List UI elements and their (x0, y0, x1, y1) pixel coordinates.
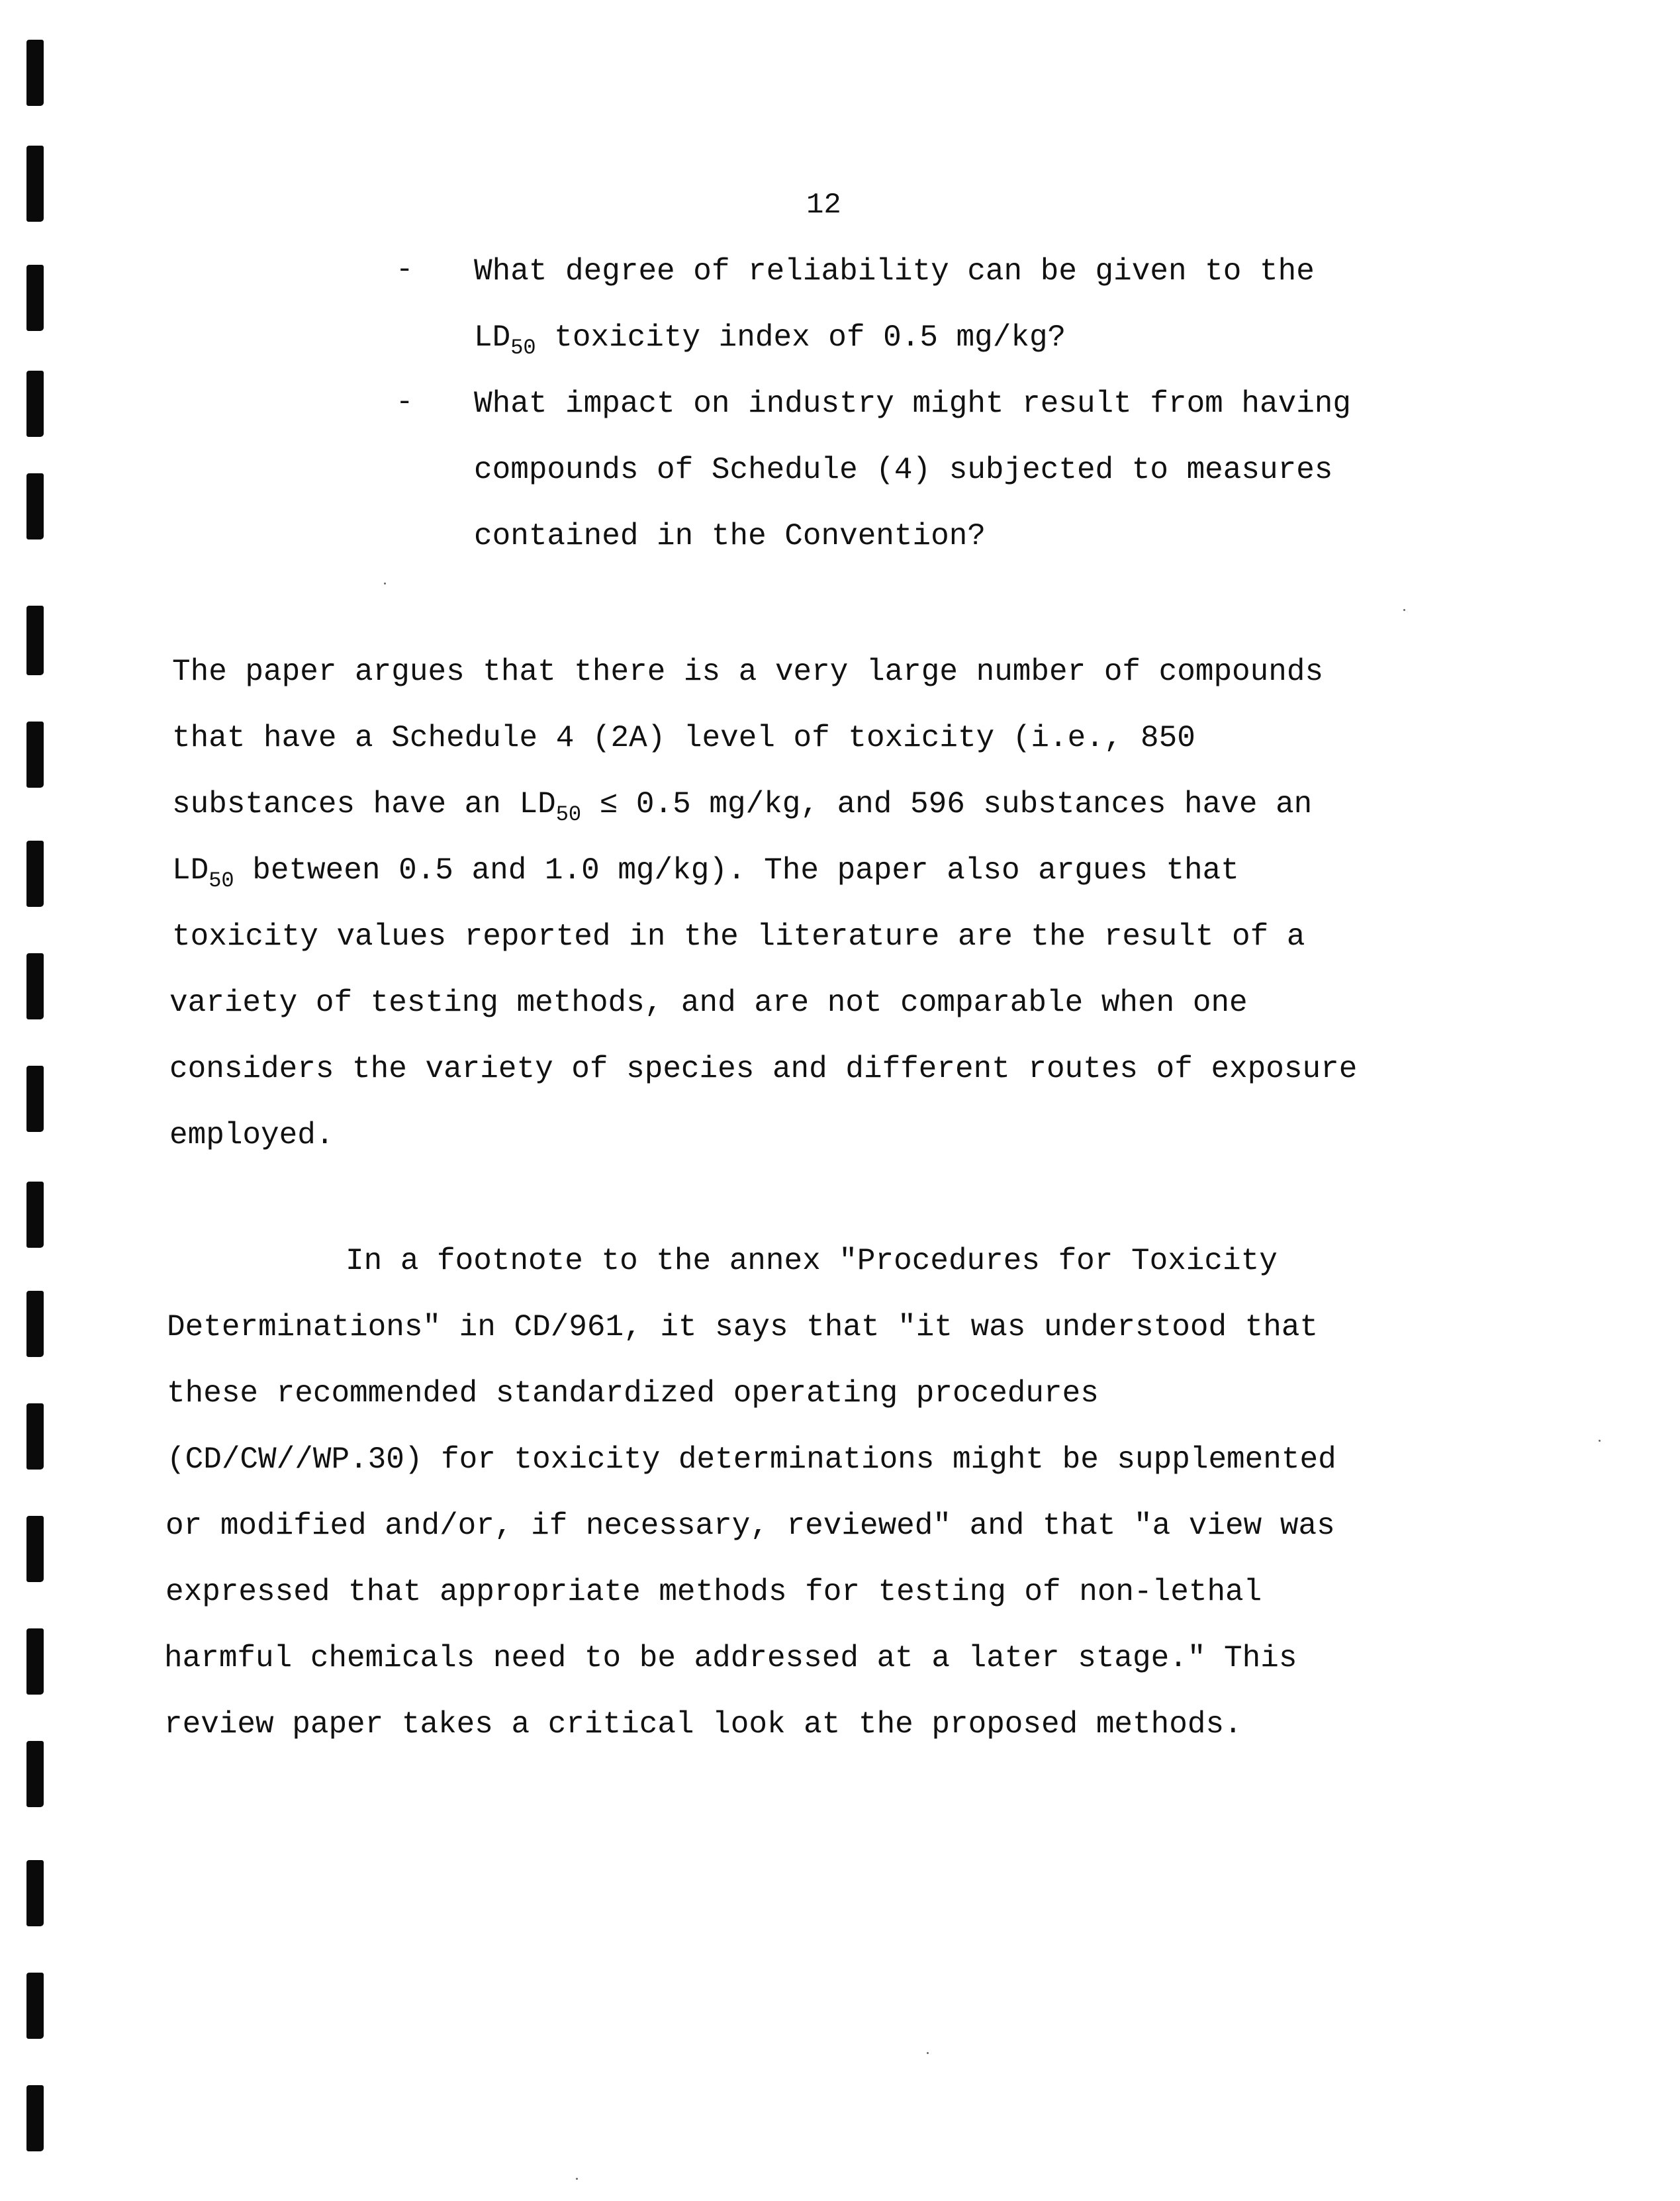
binding-mark (26, 1182, 44, 1248)
question-line: What impact on industry might result from having (474, 387, 1352, 421)
binding-mark (26, 2085, 44, 2151)
page-number: 12 (806, 189, 841, 222)
binding-mark (26, 1291, 44, 1357)
binding-mark (26, 1403, 44, 1470)
bullet-question (474, 238, 1533, 373)
binding-mark (26, 606, 44, 675)
scan-speck (927, 2052, 929, 2054)
scan-speck (1403, 609, 1405, 611)
binding-mark (26, 146, 44, 222)
scan-speck (576, 2178, 578, 2180)
paragraph-line: considers the variety of species and different routes of exposure (169, 1052, 1358, 1086)
binding-mark (26, 1741, 44, 1807)
paragraph-line: these recommended standardized operating procedures (167, 1376, 1099, 1411)
question-line: What degree of reliability can be given to the (474, 254, 1315, 289)
paragraph-line: employed. (169, 1118, 334, 1152)
binding-mark (26, 1860, 44, 1926)
binding-mark (26, 371, 44, 437)
bullet-dash: - (396, 386, 414, 419)
paragraph-line: Determinations" in CD/961, it says that "it was understood that (167, 1310, 1319, 1344)
binding-mark (26, 1628, 44, 1695)
binding-mark (26, 1973, 44, 2039)
bullet-question (474, 371, 1533, 569)
bullet-dash: - (396, 254, 414, 287)
paragraph-line: review paper takes a critical look at the proposed methods. (164, 1707, 1242, 1742)
paragraph-line: that have a Schedule 4 (2A) level of toxicity (i.e., 850 (172, 721, 1195, 755)
binding-mark (26, 841, 44, 907)
paragraph-line: or modified and/or, if necessary, reviewed" and that "a view was (165, 1509, 1335, 1543)
paragraph-line: toxicity values reported in the literature are the result of a (172, 919, 1305, 954)
binding-mark (26, 40, 44, 106)
paragraph-line: (CD/CW//WP.30) for toxicity determinations might be supplemented (167, 1442, 1336, 1477)
question-line: compounds of Schedule (4) subjected to measures (474, 453, 1333, 487)
paragraph-line: The paper argues that there is a very large number of compounds (172, 655, 1324, 689)
question-line: $LD_{50}$ toxicity index of 0.5 mg/kg? (474, 320, 1066, 360)
question-line: contained in the Convention? (474, 519, 986, 553)
paragraph-line: variety of testing methods, and are not comparable when one (169, 986, 1248, 1020)
scan-speck (384, 583, 386, 585)
binding-mark (26, 473, 44, 539)
binding-mark (26, 265, 44, 331)
paragraph-line: $LD_{50}$ between 0.5 and 1.0 mg/kg). The paper also argues that (172, 853, 1239, 893)
paragraph-line: expressed that appropriate methods for testing of non-lethal (165, 1575, 1262, 1609)
paragraph-line: harmful chemicals need to be addressed at a later stage." This (164, 1641, 1297, 1675)
paragraph-line: In a footnote to the annex "Procedures for Toxicity (346, 1244, 1278, 1278)
binding-mark (26, 1066, 44, 1132)
binding-mark (26, 953, 44, 1019)
binding-mark (26, 722, 44, 788)
scan-speck (1599, 1440, 1601, 1442)
binding-mark (26, 1516, 44, 1582)
paragraph-line: substances have an $LD_{50} \le 0.5$ mg/kg, and 596 substances have an (172, 787, 1313, 827)
